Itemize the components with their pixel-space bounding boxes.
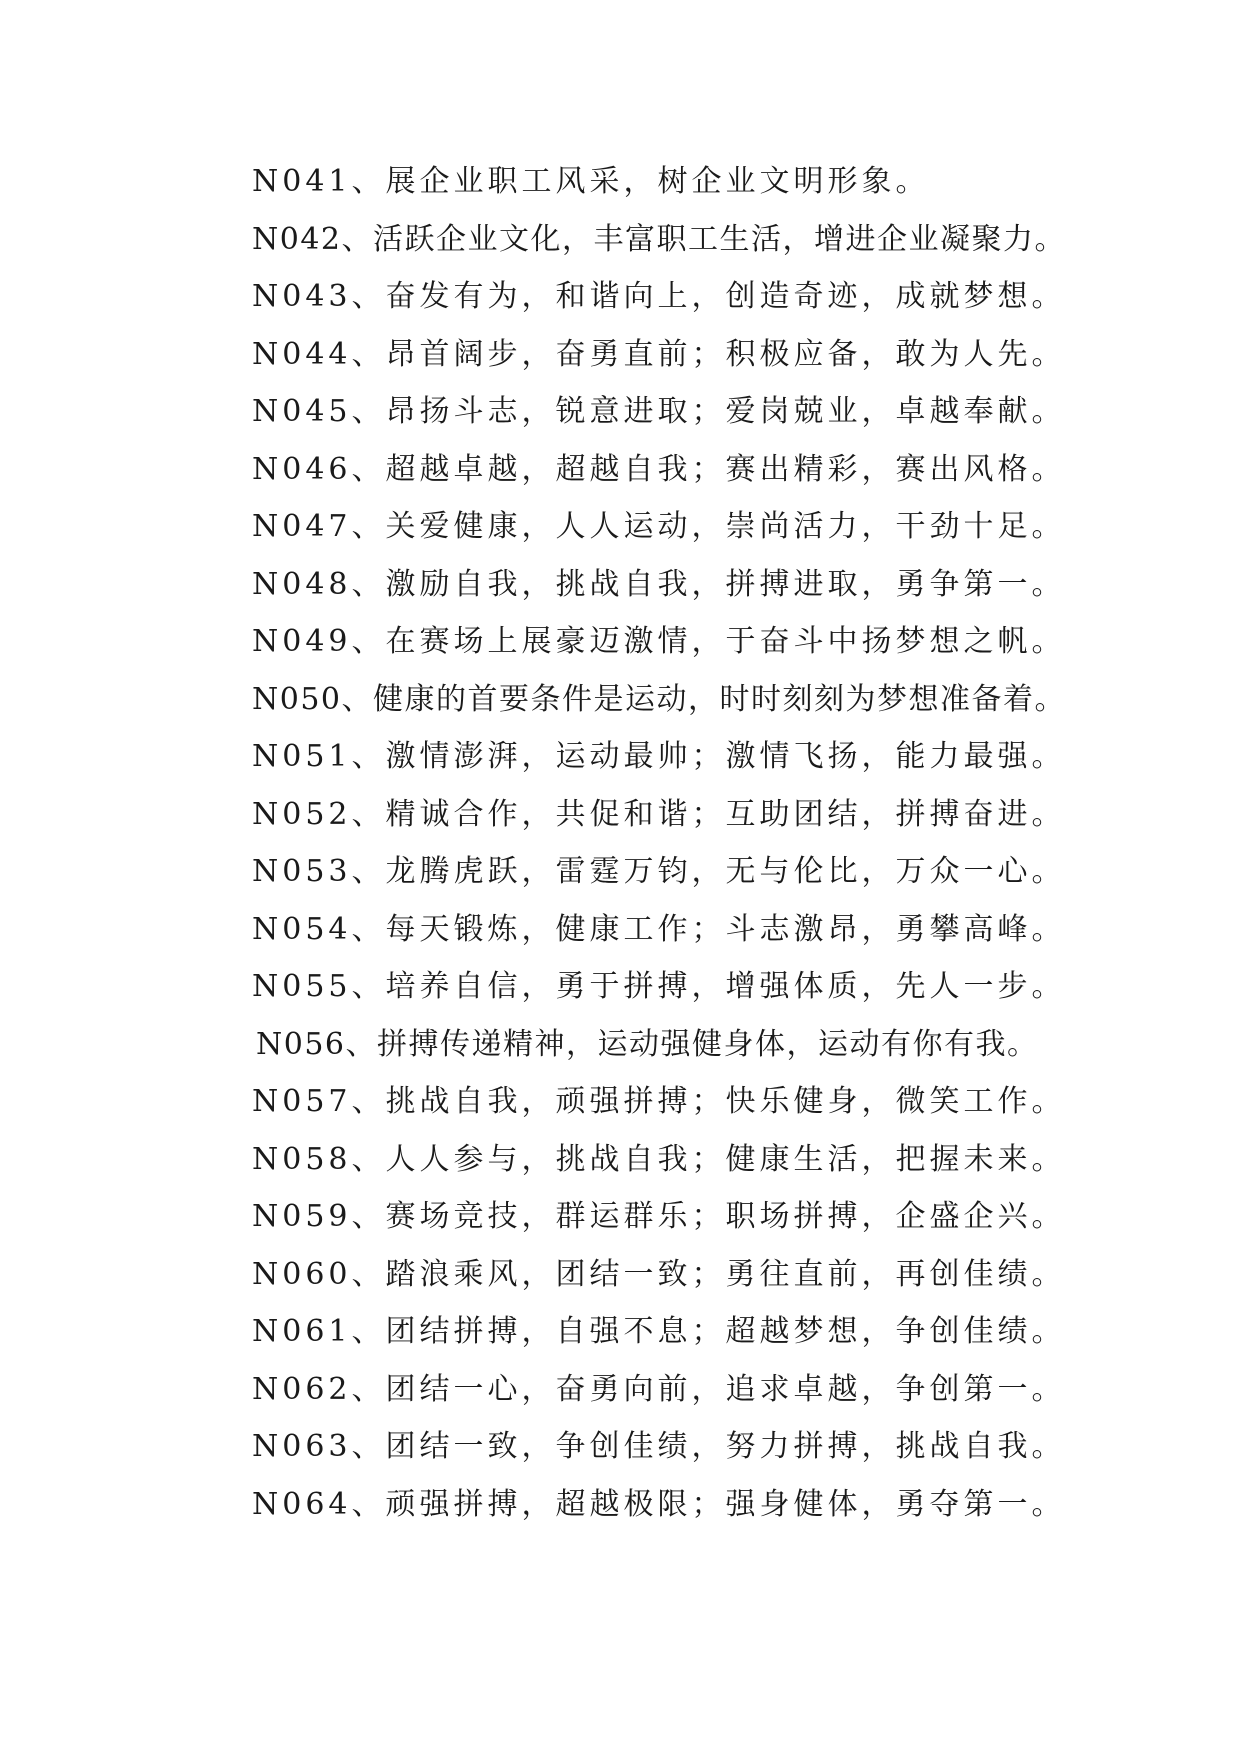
list-item: N064、顽强拼搏，超越极限；强身健体，勇夺第一。	[252, 1486, 1066, 1522]
list-item: N051、激情澎湃，运动最帅；激情飞扬，能力最强。	[252, 739, 1066, 774]
list-item: N050、健康的首要条件是运动，时时刻刻为梦想准备着。	[252, 681, 1067, 717]
list-item: N063、团结一致，争创佳绩，努力拼搏，挑战自我。	[252, 1429, 1066, 1464]
list-item: N053、龙腾虎跃，雷霆万钧，无与伦比，万众一心。	[252, 854, 1066, 889]
list-item: N057、挑战自我，顽强拼搏；快乐健身，微笑工作。	[252, 1084, 1066, 1119]
list-item: N045、昂扬斗志，锐意进取；爱岗兢业，卓越奉献。	[252, 394, 1066, 429]
list-item: N043、奋发有为，和谐向上，创造奇迹，成就梦想。	[252, 279, 1066, 314]
list-item: N056、拼搏传递精神，运动强健身体，运动有你有我。	[256, 1026, 1039, 1062]
list-item: N041、展企业职工风采，树企业文明形象。	[252, 164, 930, 199]
list-item: N048、激励自我，挑战自我，拼搏进取，勇争第一。	[252, 566, 1066, 602]
list-item: N049、在赛场上展豪迈激情，于奋斗中扬梦想之帆。	[252, 624, 1066, 659]
list-item: N052、精诚合作，共促和谐；互助团结，拼搏奋进。	[252, 796, 1066, 832]
list-item: N054、每天锻炼，健康工作；斗志激昂，勇攀高峰。	[252, 911, 1066, 947]
list-item: N044、昂首阔步，奋勇直前；积极应备，敢为人先。	[252, 336, 1066, 372]
list-item: N061、团结拼搏，自强不息；超越梦想，争创佳绩。	[252, 1314, 1066, 1349]
list-item: N046、超越卓越，超越自我；赛出精彩，赛出风格。	[252, 451, 1066, 487]
list-item: N047、关爱健康，人人运动，崇尚活力，干劲十足。	[252, 509, 1066, 544]
list-item: N055、培养自信，勇于拼搏，增强体质，先人一步。	[252, 969, 1066, 1004]
list-item: N059、赛场竞技，群运群乐；职场拼搏，企盛企兴。	[252, 1199, 1066, 1234]
list-item: N058、人人参与，挑战自我；健康生活，把握未来。	[252, 1141, 1066, 1177]
list-item: N060、踏浪乘风，团结一致；勇往直前，再创佳绩。	[252, 1256, 1066, 1292]
list-item: N042、活跃企业文化，丰富职工生活，增进企业凝聚力。	[252, 221, 1067, 257]
list-item: N062、团结一心，奋勇向前，追求卓越，争创第一。	[252, 1371, 1066, 1407]
slogan-list	[252, 162, 1212, 1542]
